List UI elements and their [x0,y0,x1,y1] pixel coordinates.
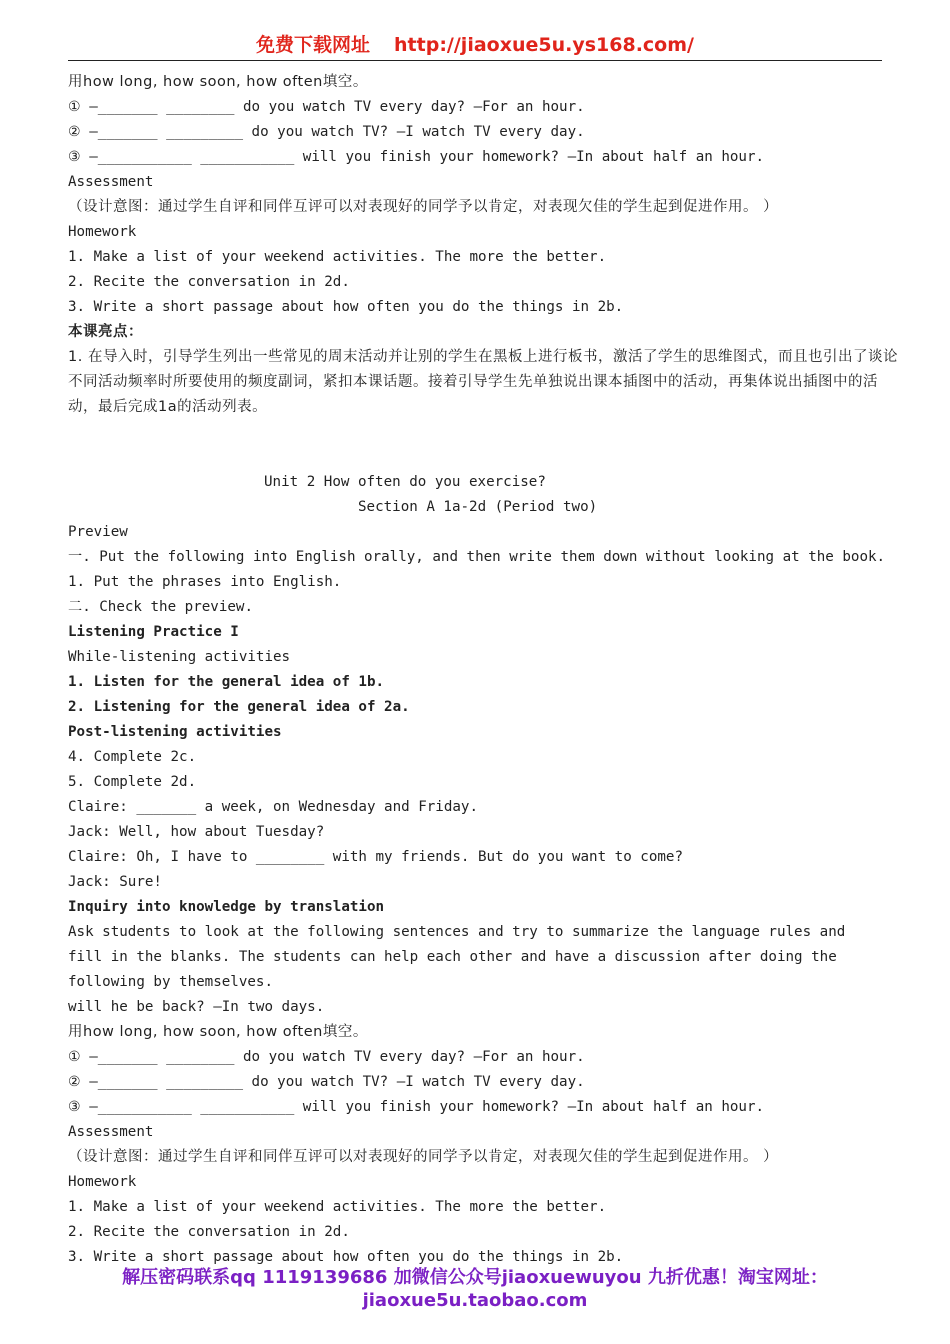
example-line: will he be back? —In two days. [68,999,325,1015]
activity-item: 1. Listen for the general idea of 1b. [68,674,385,690]
dialogue-line: Claire: _______ a week, on Wednesday and Friday. [68,799,478,815]
homework-heading: Homework [68,224,137,240]
homework-item: 3. Write a short passage about how often you do the things in 2b. [68,299,624,315]
assessment-heading: Assessment [68,174,154,190]
post-listening-heading: Post-listening activities [68,724,282,740]
exercise-line: ② —_______ _________ do you watch TV? —I watch TV every day. [68,1074,585,1090]
homework-item: 1. Make a list of your weekend activities. The more the better. [68,1199,607,1215]
homework-item: 1. Make a list of your weekend activities. The more the better. [68,249,607,265]
homework-item: 2. Recite the conversation in 2d. [68,274,350,290]
spacer [68,420,898,470]
page-footer [0,1266,950,1312]
homework-heading: Homework [68,1174,137,1190]
activity-item: 4. Complete 2c. [68,749,197,765]
inquiry-paragraph: Ask students to look at the following sentences and try to summarize the language rules and fill in the blanks. The students can help each other and have a discussion after doing the following by themselves. [68,924,846,990]
design-intent: （设计意图：通过学生自评和同伴互评可以对表现好的同学予以肯定，对表现欠佳的学生起到促进作用。 ） [68,199,779,215]
instruction-line: 二. Check the preview. [68,599,254,615]
highlights-heading: 本课亮点： [68,324,143,340]
site-url-link[interactable]: http://jiaoxue5u.ys168.com/ [394,34,694,56]
section-title: Section A 1a-2d (Period two) [358,499,598,515]
subheading: While-listening activities [68,649,291,665]
activity-item: 5. Complete 2d. [68,774,197,790]
highlights-paragraph: 1. 在导入时，引导学生列出一些常见的周末活动并让别的学生在黑板上进行板书，激活了学生的思维图式，而且也引出了谈论不同活动频率时所要使用的频度副词，紧扣本课话题。接着引导学生先单独说出课本插图中的活动，再集体说出插图中的活动，最后完成1a的活动列表。 [68,349,898,415]
exercise-line: ③ —___________ ___________ will you finish your homework? —In about half an hour. [68,1099,765,1115]
instruction-line: 一. Put the following into English orally, and then write them down without looking at the book. [68,549,886,565]
dialogue-line: Jack: Well, how about Tuesday? [68,824,325,840]
fill-instruction: 用how long, how soon, how often填空。 [68,74,368,90]
fill-instruction: 用how long, how soon, how often填空。 [68,1024,368,1040]
exercise-line: ① —_______ ________ do you watch TV every day? —For an hour. [68,1049,585,1065]
dialogue-line: Claire: Oh, I have to ________ with my friends. But do you want to come? [68,849,683,865]
inquiry-heading: Inquiry into knowledge by translation [68,899,385,915]
page-header [68,32,882,61]
document-body [68,70,898,1270]
design-intent: （设计意图：通过学生自评和同伴互评可以对表现好的同学予以肯定，对表现欠佳的学生起到促进作用。 ） [68,1149,779,1165]
listening-heading: Listening Practice I [68,624,239,640]
assessment-heading: Assessment [68,1124,154,1140]
exercise-line: ② —_______ _________ do you watch TV? —I watch TV every day. [68,124,585,140]
site-label: 免费下载网址 [256,34,371,56]
exercise-line: ① —_______ ________ do you watch TV every day? —For an hour. [68,99,585,115]
activity-item: 2. Listening for the general idea of 2a. [68,699,410,715]
homework-item: 3. Write a short passage about how often you do the things in 2b. [68,1249,624,1265]
unit-title: Unit 2 How often do you exercise? [264,474,546,490]
preview-heading: Preview [68,524,128,540]
exercise-line: ③ —___________ ___________ will you finish your homework? —In about half an hour. [68,149,765,165]
footer-shop-link[interactable]: jiaoxue5u.taobao.com [362,1290,588,1311]
footer-contact: 解压密码联系qq 1119139686 加微信公众号jiaoxuewuyou 九折优惠！淘宝网址： [122,1267,828,1288]
instruction-line: 1. Put the phrases into English. [68,574,342,590]
homework-item: 2. Recite the conversation in 2d. [68,1224,350,1240]
dialogue-line: Jack: Sure! [68,874,162,890]
